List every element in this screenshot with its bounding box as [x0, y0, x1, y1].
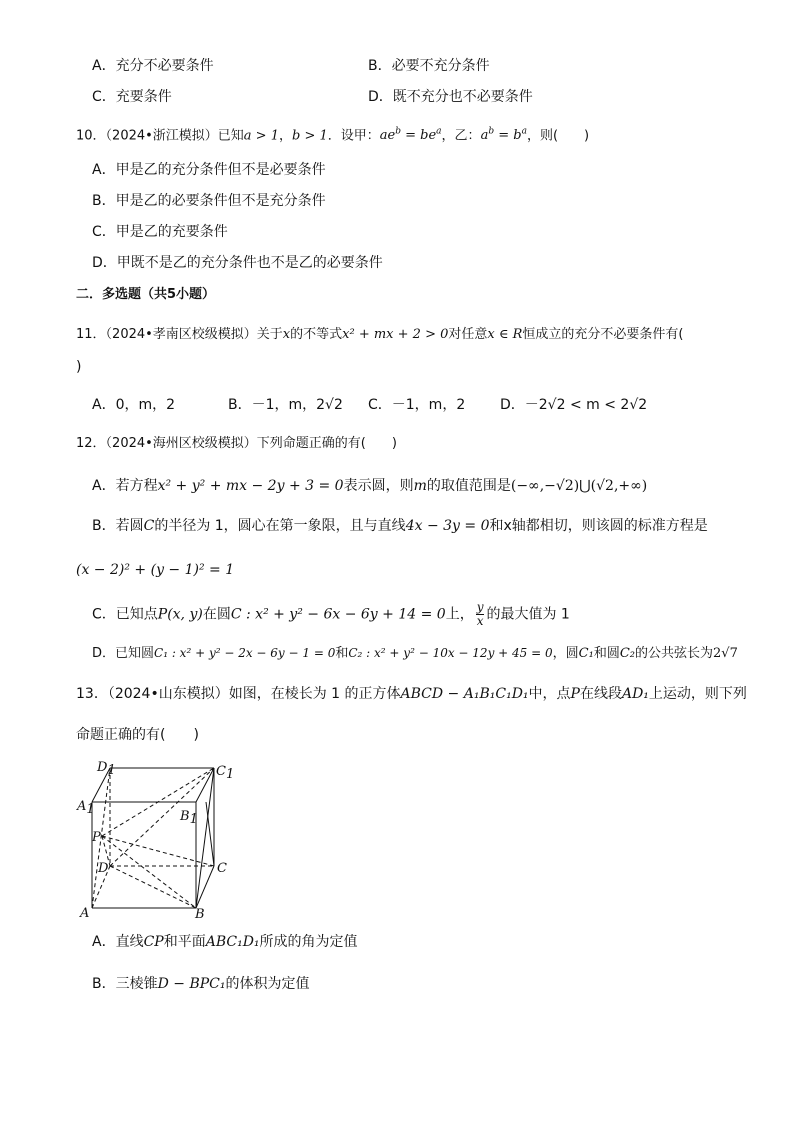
q13-a-line-cp: CP [143, 934, 164, 950]
q13-b-tetrahedron: D − BPC₁ [157, 976, 226, 992]
q11-option-d: D．－2√2 < m < 2√2 [500, 397, 648, 413]
q11-stem-prefix: 11．（2024•孝南区校级模拟）关于 [76, 327, 283, 342]
q13-a-mid: 和平面 [163, 934, 206, 950]
q9-option-b: B．必要不充分条件 [368, 58, 490, 74]
label-c: C [217, 861, 227, 876]
q11-option-b: B．－1，m，2√2 [228, 397, 343, 413]
q12-c-fraction [476, 601, 485, 628]
q12-a-tail: 的取值范围是 [426, 478, 511, 494]
q12-d-mid: ，圆 [552, 646, 579, 661]
q12-c-point: P(x, y) [157, 606, 203, 623]
q12-stem: 12．（2024•海州区校级模拟）下列命题正确的有( ) [76, 436, 397, 451]
q12-d-circle2-eq: C₂ : x² + y² − 10x − 12y + 45 = 0 [348, 646, 553, 660]
q10-option-d: D．甲既不是乙的充分条件也不是乙的必要条件 [92, 255, 383, 271]
q13-b-prefix: B．三棱锥 [92, 976, 158, 992]
q12-a-range: (−∞,−√2)⋃(√2,+∞) [510, 478, 648, 494]
q10-condition-a: a > 1 [243, 128, 279, 144]
q13-a-tail: 所成的角为定值 [259, 934, 358, 950]
q12-d-c2: C₂ [619, 646, 635, 661]
q10-stem-yi: ，乙： [441, 128, 481, 144]
label-p: P [92, 830, 101, 845]
q10-eq-yi: $a^b = b^a$ [480, 127, 527, 144]
q12-a-mid: 表示圆，则 [343, 478, 414, 494]
q12-d-c1: C₁ [578, 646, 594, 661]
q13-stem-tail: 上运动，则下列 [648, 686, 747, 702]
label-b: B [195, 907, 205, 922]
q12-c-mid: 在圆 [202, 606, 231, 623]
q12-b-mid: 的半径为 1，圆心在第一象限，且与直线 [154, 518, 406, 534]
q10-stem-mid: ．设甲： [327, 128, 380, 144]
q12-b-prefix: B．若圆 [92, 518, 144, 534]
q13-stem [76, 684, 747, 704]
q13-option-b [92, 974, 310, 994]
q12-b-standard-equation: (x − 2)² + (y − 1)² = 1 [76, 562, 235, 578]
q12-c-circle-eq: C : x² + y² − 6x − 6y + 14 = 0 [230, 606, 446, 623]
seg-dc1 [110, 768, 214, 866]
diag-b1c-part [206, 802, 214, 866]
q12-d-value: 2√7 [713, 646, 738, 661]
q12-option-b [92, 516, 708, 536]
cube-figure [70, 752, 245, 927]
q12-d-tail: 的公共弦长为 [635, 646, 714, 661]
section-heading-multi-choice: 二．多选题（共5小题） [76, 287, 216, 302]
q11-option-a: A．0，m，2 [92, 397, 176, 413]
q12-c-prefix: C．已知点 [92, 606, 158, 623]
q9-option-c: C．充要条件 [92, 89, 172, 105]
q13-stem-line2: 命题正确的有( ) [76, 727, 199, 743]
q12-b-var-c: C [143, 518, 155, 534]
q11-domain: x ∈ R [487, 327, 523, 342]
q12-option-a [92, 476, 647, 496]
q11-stem-line2: ) [76, 359, 82, 375]
q11-stem [76, 325, 683, 345]
q11-var-x: x [282, 327, 291, 342]
seg-pc [102, 836, 214, 866]
q12-c-frac-denominator: x [476, 614, 484, 628]
q12-b-tail: 和x轴都相切，则该圆的标准方程是 [489, 518, 708, 534]
q13-option-a [92, 932, 358, 952]
q12-c-on: 上， [445, 606, 474, 623]
q12-a-prefix: A．若方程 [92, 478, 158, 494]
q13-stem-mid: 中，点 [528, 686, 571, 702]
q13-stem-prefix: 13．（2024•山东模拟）如图，在棱长为 1 的正方体 [76, 686, 401, 702]
label-c1: C1 [216, 764, 235, 782]
q13-point-p: P [570, 686, 580, 702]
q9-option-a: A．充分不必要条件 [92, 58, 214, 74]
q10-condition-b: b > 1 [292, 128, 328, 144]
seg-db [110, 866, 196, 908]
label-d: D [98, 861, 109, 876]
q11-stem-mid2: 对任意 [448, 327, 488, 342]
q12-b-answer-eq [76, 560, 234, 580]
q13-segment: AD₁ [621, 686, 649, 702]
q10-stem-tail: ，则( ) [526, 128, 590, 144]
q11-option-c: C．－1，m，2 [368, 397, 466, 413]
q12-d-and: 和 [335, 646, 349, 661]
q10-stem-prefix: 10．（2024•浙江模拟）已知 [76, 128, 244, 144]
q13-stem-mid2: 在线段 [579, 686, 622, 702]
q12-c-frac-numerator: y [476, 600, 484, 614]
label-a1: A1 [77, 799, 95, 817]
q13-a-plane: ABC₁D₁ [205, 934, 260, 950]
q12-option-d [92, 643, 738, 664]
q12-option-c [92, 601, 570, 631]
q12-d-prefix: D．已知圆 [92, 646, 155, 661]
q12-b-line-eq: 4x − 3y = 0 [405, 518, 490, 534]
q12-d-circle1-eq: C₁ : x² + y² − 2x − 6y − 1 = 0 [154, 646, 336, 660]
q10-option-a: A．甲是乙的充分条件但不是必要条件 [92, 162, 326, 178]
seg-pb [102, 836, 196, 908]
q13-b-tail: 的体积为定值 [225, 976, 310, 992]
q9-option-d: D．既不充分也不必要条件 [368, 89, 533, 105]
q11-stem-tail: 恒成立的充分不必要条件有( [522, 327, 684, 342]
q10-eq-jia: $ae^b = be^a$ [379, 127, 442, 144]
q13-a-prefix: A．直线 [92, 934, 144, 950]
q11-inequality: x² + mx + 2 > 0 [342, 327, 449, 342]
q10-option-c: C．甲是乙的充要条件 [92, 224, 228, 240]
label-d1: D1 [97, 760, 116, 778]
q12-d-and2: 和圆 [593, 646, 620, 661]
q13-cube-name: ABCD − A₁B₁C₁D₁ [400, 686, 529, 702]
q10-option-b: B．甲是乙的必要条件但不是充分条件 [92, 193, 326, 209]
q12-a-var-m: m [413, 478, 427, 494]
q10-stem: 10．（2024•浙江模拟）已知a > 1，b > 1．设甲：$ae^b = be^a$，乙：$a^b = b^a$，则( ) [76, 127, 590, 144]
q12-a-equation: x² + y² + mx − 2y + 3 = 0 [157, 478, 344, 494]
label-a: A [80, 906, 90, 921]
q12-c-tail: 的最大值为 1 [486, 606, 570, 623]
label-b1: B1 [180, 809, 198, 827]
q11-stem-mid: 的不等式 [290, 327, 343, 342]
